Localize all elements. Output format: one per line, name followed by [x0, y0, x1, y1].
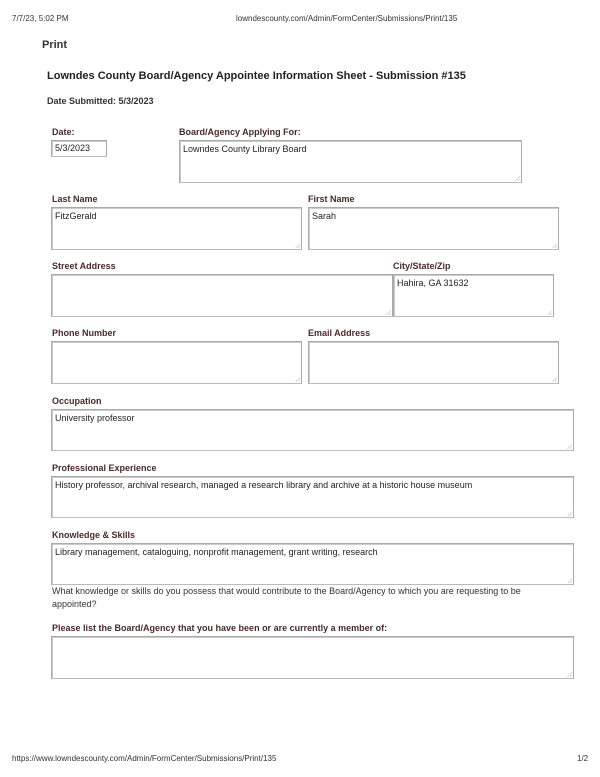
resize-grip-icon[interactable]	[295, 243, 300, 248]
occupation-field[interactable]	[51, 409, 574, 451]
date-submitted: Date Submitted: 5/3/2023	[47, 96, 154, 106]
first-name-field[interactable]	[308, 207, 559, 250]
professional-experience-field[interactable]	[51, 476, 574, 518]
first-name-value: Sarah	[312, 211, 337, 221]
email-label: Email Address	[308, 328, 371, 338]
form-title: Lowndes County Board/Agency Appointee Information Sheet - Submission #135	[47, 70, 466, 82]
date-value: 5/3/2023	[55, 143, 91, 153]
resize-grip-icon[interactable]	[567, 511, 572, 516]
knowledge-skills-label: Knowledge & Skills	[52, 530, 136, 540]
resize-grip-icon[interactable]	[567, 444, 572, 449]
knowledge-skills-field[interactable]	[51, 543, 574, 585]
board-agency-value: Lowndes County Library Board	[183, 144, 307, 154]
occupation-value: University professor	[55, 413, 135, 423]
date-field[interactable]	[51, 140, 107, 157]
city-state-zip-label: City/State/Zip	[393, 261, 451, 271]
last-name-label: Last Name	[52, 194, 98, 204]
print-header-url: lowndescounty.com/Admin/FormCenter/Submissions/Print/135	[236, 14, 458, 23]
resize-grip-icon[interactable]	[567, 672, 572, 677]
print-label: Print	[42, 39, 68, 51]
knowledge-skills-value: Library management, cataloguing, nonprofit management, grant writing, research	[55, 547, 378, 557]
phone-label: Phone Number	[52, 328, 117, 338]
print-footer-url: https://www.lowndescounty.com/Admin/FormCenter/Submissions/Print/135	[12, 754, 277, 763]
resize-grip-icon[interactable]	[567, 578, 572, 583]
page-number: 1/2	[577, 754, 589, 763]
last-name-value: FitzGerald	[55, 211, 97, 221]
memberships-field[interactable]	[51, 636, 574, 679]
resize-grip-icon[interactable]	[552, 243, 557, 248]
city-state-zip-value: Hahira, GA 31632	[397, 278, 469, 288]
knowledge-skills-help: What knowledge or skills do you possess that would contribute to the Board/Agency to which you are requesting to be appointed?	[52, 586, 521, 609]
resize-grip-icon[interactable]	[552, 377, 557, 382]
resize-grip-icon[interactable]	[547, 310, 552, 315]
resize-grip-icon[interactable]	[295, 377, 300, 382]
print-datetime: 7/7/23, 5:02 PM	[12, 14, 69, 23]
city-state-zip-field[interactable]	[393, 274, 554, 317]
first-name-label: First Name	[308, 194, 355, 204]
resize-grip-icon[interactable]	[515, 176, 520, 181]
date-label: Date:	[52, 127, 75, 137]
street-address-label: Street Address	[52, 261, 116, 271]
resize-grip-icon[interactable]	[386, 310, 391, 315]
board-agency-label: Board/Agency Applying For:	[179, 127, 301, 137]
email-field[interactable]	[308, 341, 559, 384]
street-address-field[interactable]	[51, 274, 393, 317]
phone-field[interactable]	[51, 341, 302, 384]
memberships-label: Please list the Board/Agency that you have been or are currently a member of:	[52, 623, 388, 633]
professional-experience-label: Professional Experience	[52, 463, 157, 473]
professional-experience-value: History professor, archival research, managed a research library and archive at a historic house museum	[55, 480, 473, 490]
board-agency-field[interactable]	[179, 140, 522, 183]
last-name-field[interactable]	[51, 207, 302, 250]
occupation-label: Occupation	[52, 396, 102, 406]
